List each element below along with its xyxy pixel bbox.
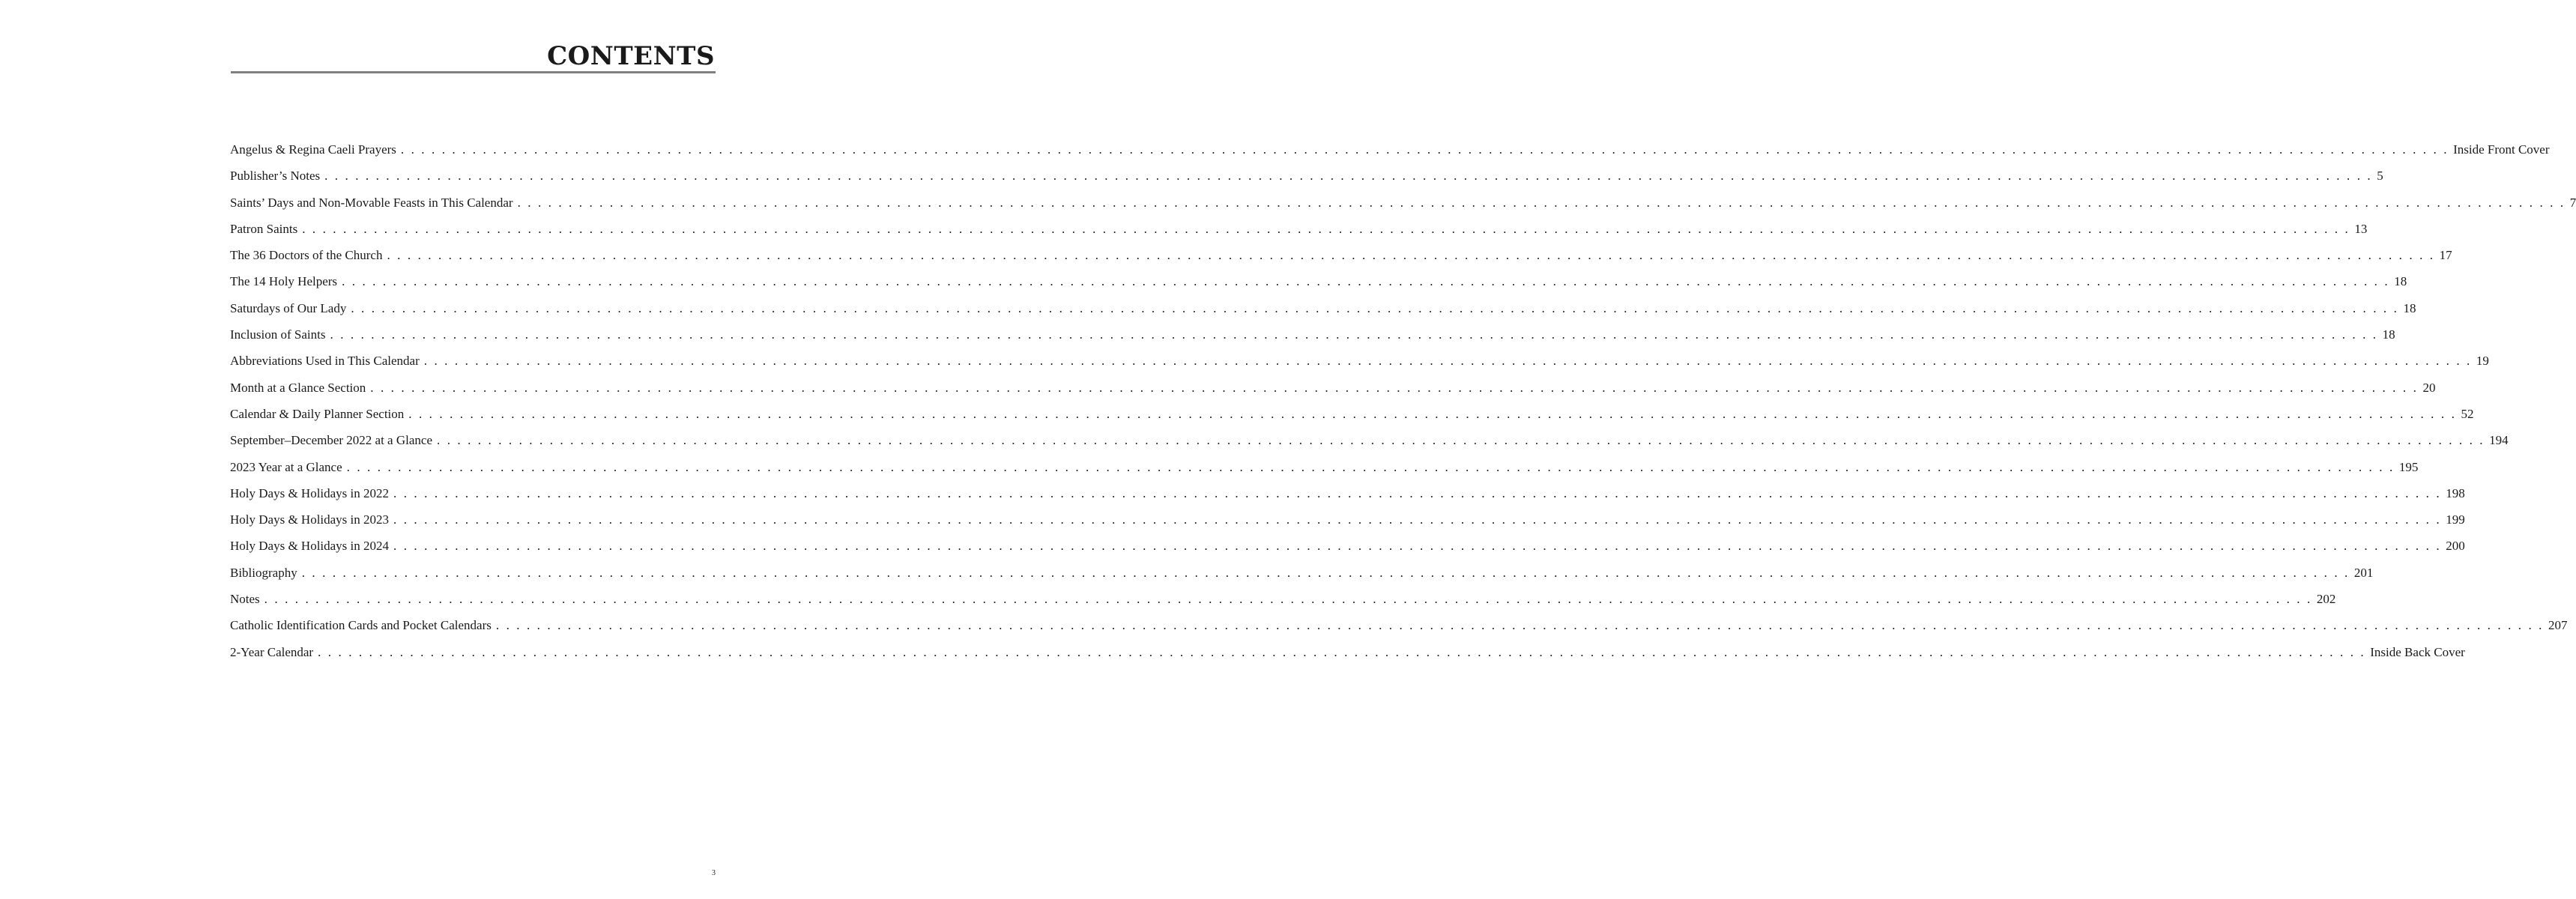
page-number: 3 [712, 869, 716, 877]
toc-entry-label: The 14 Holy Helpers [230, 274, 338, 289]
toc-entry-page: 18 [2382, 327, 2395, 342]
dot-leader: . . . . . . . . . . . . . . . . . . . . . . . . . . . . . . . . . . . . . . . . . . . . . . . . . . . . . . . . . . . . . . . . . . . . . . . . . . . . . . . . . . . . . . . . . . . . . . . . . . . . . . . . . . . . . . . . . . . . . . . . . . . . . . . . . . . . . . . . . . . . . . . . . . . . . . . . . . . . . . . . . . . . . . . . . . . . . . . . . . . . . . . . . . . . . . . . . . . . . . . . [342, 274, 2390, 289]
dot-leader: . . . . . . . . . . . . . . . . . . . . . . . . . . . . . . . . . . . . . . . . . . . . . . . . . . . . . . . . . . . . . . . . . . . . . . . . . . . . . . . . . . . . . . . . . . . . . . . . . . . . . . . . . . . . . . . . . . . . . . . . . . . . . . . . . . . . . . . . . . . . . . . . . . . . . . . . . . . . . . . . . . . . . . . . . . . . . . . . . . . . . . . . . . . . . . . . . . . . . . . . [302, 221, 2350, 236]
dot-leader: . . . . . . . . . . . . . . . . . . . . . . . . . . . . . . . . . . . . . . . . . . . . . . . . . . . . . . . . . . . . . . . . . . . . . . . . . . . . . . . . . . . . . . . . . . . . . . . . . . . . . . . . . . . . . . . . . . . . . . . . . . . . . . . . . . . . . . . . . . . . . . . . . . . . . . . . . . . . . . . . . . . . . . . . . . . . . . . . . . . . . . . . . . . . . . . . . . . . . . . . [393, 512, 2442, 527]
toc-entry-label: Saturdays of Our Lady [230, 300, 347, 315]
toc-entry-page: 17 [2439, 248, 2452, 263]
dot-leader: . . . . . . . . . . . . . . . . . . . . . . . . . . . . . . . . . . . . . . . . . . . . . . . . . . . . . . . . . . . . . . . . . . . . . . . . . . . . . . . . . . . . . . . . . . . . . . . . . . . . . . . . . . . . . . . . . . . . . . . . . . . . . . . . . . . . . . . . . . . . . . . . . . . . . . . . . . . . . . . . . . . . . . . . . . . . . . . . . . . . . . . . . . . . . . . . . . . . . . . . [400, 142, 2449, 157]
toc-entry-page: Inside Back Cover [2370, 644, 2465, 659]
toc-entry[interactable] [230, 295, 2416, 321]
toc-entry-label: Bibliography [230, 565, 297, 580]
dot-leader: . . . . . . . . . . . . . . . . . . . . . . . . . . . . . . . . . . . . . . . . . . . . . . . . . . . . . . . . . . . . . . . . . . . . . . . . . . . . . . . . . . . . . . . . . . . . . . . . . . . . . . . . . . . . . . . . . . . . . . . . . . . . . . . . . . . . . . . . . . . . . . . . . . . . . . . . . . . . . . . . . . . . . . . . . . . . . . . . . . . . . . . . . . . . . . . . . . . . . . . . [437, 433, 2485, 448]
page-title: CONTENTS [547, 41, 715, 71]
title-rule [231, 71, 716, 73]
dot-leader: . . . . . . . . . . . . . . . . . . . . . . . . . . . . . . . . . . . . . . . . . . . . . . . . . . . . . . . . . . . . . . . . . . . . . . . . . . . . . . . . . . . . . . . . . . . . . . . . . . . . . . . . . . . . . . . . . . . . . . . . . . . . . . . . . . . . . . . . . . . . . . . . . . . . . . . . . . . . . . . . . . . . . . . . . . . . . . . . . . . . . . . . . . . . . . . . . . . . . . . . [517, 195, 2566, 210]
toc-entry[interactable] [230, 639, 2465, 665]
contents-list [230, 136, 2576, 665]
dot-leader: . . . . . . . . . . . . . . . . . . . . . . . . . . . . . . . . . . . . . . . . . . . . . . . . . . . . . . . . . . . . . . . . . . . . . . . . . . . . . . . . . . . . . . . . . . . . . . . . . . . . . . . . . . . . . . . . . . . . . . . . . . . . . . . . . . . . . . . . . . . . . . . . . . . . . . . . . . . . . . . . . . . . . . . . . . . . . . . . . . . . . . . . . . . . . . . . . . . . . . . . [393, 539, 2442, 554]
dot-leader: . . . . . . . . . . . . . . . . . . . . . . . . . . . . . . . . . . . . . . . . . . . . . . . . . . . . . . . . . . . . . . . . . . . . . . . . . . . . . . . . . . . . . . . . . . . . . . . . . . . . . . . . . . . . . . . . . . . . . . . . . . . . . . . . . . . . . . . . . . . . . . . . . . . . . . . . . . . . . . . . . . . . . . . . . . . . . . . . . . . . . . . . . . . . . . . . . . . . . . . . [318, 644, 2366, 659]
toc-entry[interactable] [230, 242, 2452, 268]
toc-entry-label: Abbreviations Used in This Calendar [230, 354, 420, 369]
dot-leader: . . . . . . . . . . . . . . . . . . . . . . . . . . . . . . . . . . . . . . . . . . . . . . . . . . . . . . . . . . . . . . . . . . . . . . . . . . . . . . . . . . . . . . . . . . . . . . . . . . . . . . . . . . . . . . . . . . . . . . . . . . . . . . . . . . . . . . . . . . . . . . . . . . . . . . . . . . . . . . . . . . . . . . . . . . . . . . . . . . . . . . . . . . . . . . . . . . . . . . . . [346, 459, 2395, 474]
dot-leader: . . . . . . . . . . . . . . . . . . . . . . . . . . . . . . . . . . . . . . . . . . . . . . . . . . . . . . . . . . . . . . . . . . . . . . . . . . . . . . . . . . . . . . . . . . . . . . . . . . . . . . . . . . . . . . . . . . . . . . . . . . . . . . . . . . . . . . . . . . . . . . . . . . . . . . . . . . . . . . . . . . . . . . . . . . . . . . . . . . . . . . . . . . . . . . . . . . . . . . . . [408, 406, 2457, 421]
toc-entry-page: 207 [2548, 618, 2568, 633]
toc-entry-page: 7 [2569, 195, 2576, 210]
toc-entry[interactable] [230, 163, 2383, 189]
dot-leader: . . . . . . . . . . . . . . . . . . . . . . . . . . . . . . . . . . . . . . . . . . . . . . . . . . . . . . . . . . . . . . . . . . . . . . . . . . . . . . . . . . . . . . . . . . . . . . . . . . . . . . . . . . . . . . . . . . . . . . . . . . . . . . . . . . . . . . . . . . . . . . . . . . . . . . . . . . . . . . . . . . . . . . . . . . . . . . . . . . . . . . . . . . . . . . . . . . . . . . . . [330, 327, 2378, 342]
toc-entry-page: 19 [2476, 354, 2489, 369]
dot-leader: . . . . . . . . . . . . . . . . . . . . . . . . . . . . . . . . . . . . . . . . . . . . . . . . . . . . . . . . . . . . . . . . . . . . . . . . . . . . . . . . . . . . . . . . . . . . . . . . . . . . . . . . . . . . . . . . . . . . . . . . . . . . . . . . . . . . . . . . . . . . . . . . . . . . . . . . . . . . . . . . . . . . . . . . . . . . . . . . . . . . . . . . . . . . . . . . . . . . . . . . [423, 354, 2472, 369]
toc-entry[interactable] [230, 321, 2395, 348]
toc-entry-label: Holy Days & Holidays in 2024 [230, 539, 390, 554]
dot-leader: . . . . . . . . . . . . . . . . . . . . . . . . . . . . . . . . . . . . . . . . . . . . . . . . . . . . . . . . . . . . . . . . . . . . . . . . . . . . . . . . . . . . . . . . . . . . . . . . . . . . . . . . . . . . . . . . . . . . . . . . . . . . . . . . . . . . . . . . . . . . . . . . . . . . . . . . . . . . . . . . . . . . . . . . . . . . . . . . . . . . . . . . . . . . . . . . . . . . . . . . [495, 618, 2545, 633]
toc-entry-page: 195 [2398, 459, 2419, 474]
toc-entry-page: 52 [2461, 406, 2474, 421]
toc-entry-page: 194 [2489, 433, 2509, 448]
toc-entry[interactable] [230, 560, 2374, 586]
toc-entry-label: Angelus & Regina Caeli Prayers [230, 142, 396, 157]
toc-entry-page: 20 [2422, 380, 2436, 395]
toc-entry-label: September–December 2022 at a Glance [230, 433, 432, 448]
toc-entry-page: 200 [2446, 539, 2465, 554]
toc-entry-page: Inside Front Cover [2453, 142, 2550, 157]
toc-entry-page: 5 [2377, 169, 2383, 184]
toc-entry[interactable] [230, 586, 2336, 612]
toc-entry-label: 2-Year Calendar [230, 644, 314, 659]
toc-entry[interactable] [230, 506, 2465, 533]
dot-leader: . . . . . . . . . . . . . . . . . . . . . . . . . . . . . . . . . . . . . . . . . . . . . . . . . . . . . . . . . . . . . . . . . . . . . . . . . . . . . . . . . . . . . . . . . . . . . . . . . . . . . . . . . . . . . . . . . . . . . . . . . . . . . . . . . . . . . . . . . . . . . . . . . . . . . . . . . . . . . . . . . . . . . . . . . . . . . . . . . . . . . . . . . . . . . . . . . . . . . . . . [264, 592, 2312, 607]
toc-entry-page: 202 [2316, 592, 2336, 607]
toc-entry-page: 199 [2446, 512, 2465, 527]
toc-entry[interactable] [230, 216, 2368, 242]
toc-entry[interactable] [230, 480, 2465, 506]
toc-entry[interactable] [230, 612, 2568, 638]
toc-entry[interactable] [230, 136, 2550, 163]
toc-entry-label: Catholic Identification Cards and Pocket Calendars [230, 618, 492, 633]
toc-entry-label: Patron Saints [230, 221, 298, 236]
toc-entry-label: 2023 Year at a Glance [230, 459, 342, 474]
dot-leader: . . . . . . . . . . . . . . . . . . . . . . . . . . . . . . . . . . . . . . . . . . . . . . . . . . . . . . . . . . . . . . . . . . . . . . . . . . . . . . . . . . . . . . . . . . . . . . . . . . . . . . . . . . . . . . . . . . . . . . . . . . . . . . . . . . . . . . . . . . . . . . . . . . . . . . . . . . . . . . . . . . . . . . . . . . . . . . . . . . . . . . . . . . . . . . . . . . . . . . . . [370, 380, 2419, 395]
toc-entry[interactable] [230, 375, 2436, 401]
dot-leader: . . . . . . . . . . . . . . . . . . . . . . . . . . . . . . . . . . . . . . . . . . . . . . . . . . . . . . . . . . . . . . . . . . . . . . . . . . . . . . . . . . . . . . . . . . . . . . . . . . . . . . . . . . . . . . . . . . . . . . . . . . . . . . . . . . . . . . . . . . . . . . . . . . . . . . . . . . . . . . . . . . . . . . . . . . . . . . . . . . . . . . . . . . . . . . . . . . . . . . . . [324, 169, 2373, 184]
toc-entry-label: Holy Days & Holidays in 2023 [230, 512, 390, 527]
toc-entry-page: 18 [2403, 300, 2416, 315]
toc-entry-page: 13 [2354, 221, 2368, 236]
toc-entry[interactable] [230, 401, 2474, 427]
toc-entry-page: 198 [2446, 485, 2465, 500]
toc-entry[interactable] [230, 533, 2465, 559]
toc-entry-label: Notes [230, 592, 260, 607]
toc-entry-label: Saints’ Days and Non-Movable Feasts in This Calendar [230, 195, 513, 210]
toc-entry[interactable] [230, 454, 2419, 480]
toc-entry-label: Publisher’s Notes [230, 169, 321, 184]
toc-entry-label: Holy Days & Holidays in 2022 [230, 485, 390, 500]
toc-entry[interactable] [230, 268, 2407, 294]
toc-entry-label: Month at a Glance Section [230, 380, 366, 395]
dot-leader: . . . . . . . . . . . . . . . . . . . . . . . . . . . . . . . . . . . . . . . . . . . . . . . . . . . . . . . . . . . . . . . . . . . . . . . . . . . . . . . . . . . . . . . . . . . . . . . . . . . . . . . . . . . . . . . . . . . . . . . . . . . . . . . . . . . . . . . . . . . . . . . . . . . . . . . . . . . . . . . . . . . . . . . . . . . . . . . . . . . . . . . . . . . . . . . . . . . . . . . . [301, 565, 2350, 580]
toc-entry[interactable] [230, 427, 2509, 453]
dot-leader: . . . . . . . . . . . . . . . . . . . . . . . . . . . . . . . . . . . . . . . . . . . . . . . . . . . . . . . . . . . . . . . . . . . . . . . . . . . . . . . . . . . . . . . . . . . . . . . . . . . . . . . . . . . . . . . . . . . . . . . . . . . . . . . . . . . . . . . . . . . . . . . . . . . . . . . . . . . . . . . . . . . . . . . . . . . . . . . . . . . . . . . . . . . . . . . . . . . . . . . . [393, 485, 2442, 500]
toc-entry[interactable] [230, 348, 2489, 374]
dot-leader: . . . . . . . . . . . . . . . . . . . . . . . . . . . . . . . . . . . . . . . . . . . . . . . . . . . . . . . . . . . . . . . . . . . . . . . . . . . . . . . . . . . . . . . . . . . . . . . . . . . . . . . . . . . . . . . . . . . . . . . . . . . . . . . . . . . . . . . . . . . . . . . . . . . . . . . . . . . . . . . . . . . . . . . . . . . . . . . . . . . . . . . . . . . . . . . . . . . . . . . . [351, 300, 2399, 315]
toc-entry-page: 18 [2394, 274, 2407, 289]
toc-entry[interactable] [230, 190, 2576, 216]
toc-entry-label: Calendar & Daily Planner Section [230, 406, 405, 421]
toc-entry-label: The 36 Doctors of the Church [230, 248, 383, 263]
toc-entry-label: Inclusion of Saints [230, 327, 326, 342]
dot-leader: . . . . . . . . . . . . . . . . . . . . . . . . . . . . . . . . . . . . . . . . . . . . . . . . . . . . . . . . . . . . . . . . . . . . . . . . . . . . . . . . . . . . . . . . . . . . . . . . . . . . . . . . . . . . . . . . . . . . . . . . . . . . . . . . . . . . . . . . . . . . . . . . . . . . . . . . . . . . . . . . . . . . . . . . . . . . . . . . . . . . . . . . . . . . . . . . . . . . . . . . [387, 248, 2435, 263]
toc-entry-page: 201 [2353, 565, 2374, 580]
